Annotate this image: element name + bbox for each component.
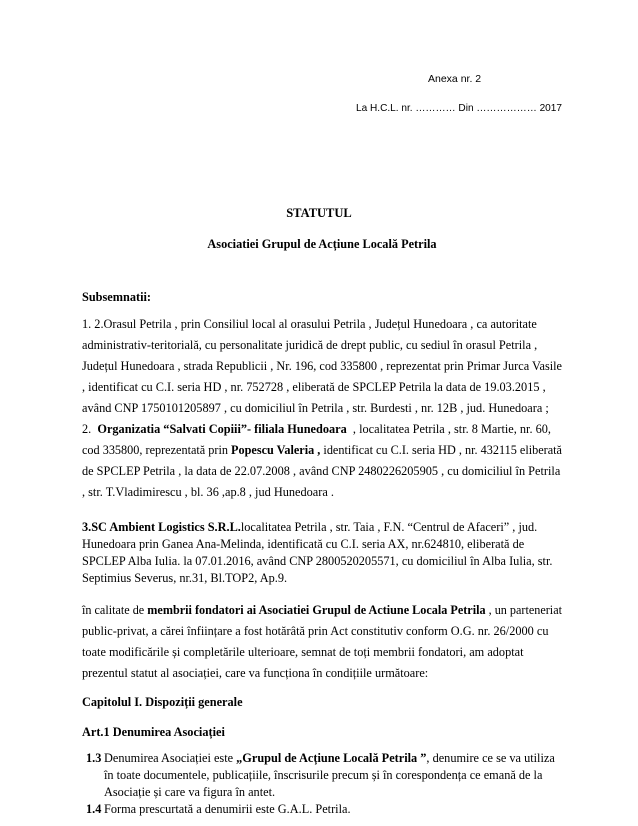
line-segment: în calitate de [82,603,145,617]
founders-bold-text: membrii fondatori ai Asociatiei Grupul de Actiune Locala Petrila [147,603,486,617]
paragraph-line: , str. T.Vladimirescu , bl. 36 ,ap.8 , jud Hunedoara . [82,485,334,499]
paragraph-line [82,521,537,533]
paragraph-line: administrativ-teritorială, cu personalitate juridică de drept public, cu sediul în orasul Petrila , [82,338,538,352]
hcl-reference: La H.C.L. nr. ………… Din ……………… 2017 [356,102,562,114]
paragraph-line [104,752,555,764]
paragraph-line: 1. 2.Orasul Petrila , prin Consiliul local al orasului Petrila , Județul Hunedoara , ca autoritate [82,317,537,331]
paragraph-line: Hunedoara prin Ganea Ana-Melinda, identificată cu C.I. seria AX, nr.624810, eliberată de [82,537,525,551]
annex-label: Anexa nr. 2 [428,73,482,85]
paragraph-line: Septimius Severus, nr.31, Bl.TOP2, Ap.9. [82,571,288,585]
line-segment: , denumire ce se va utiliza [426,751,555,765]
paragraph-line [82,423,551,435]
member-2-number: 2. [82,422,92,436]
member-2-representative: Popescu Valeria , [231,443,321,457]
item-number: 1.4 [86,802,102,816]
paragraph-line [82,444,562,456]
line-segment: Denumirea Asociației este [104,751,234,765]
document-title: STATUTUL [286,206,352,220]
paragraph-line: Asociație și care va figura în antet. [104,785,276,799]
member-3-company: 3.SC Ambient Logistics S.R.L. [82,520,241,534]
line-segment: , un parteneriat [488,603,562,617]
paragraph-line: Județul Hunedoara , strada Republicii , Nr. 196, cod 335800 , reprezentat prin Primar Jurca Vasile [82,359,563,373]
paragraph-line: de SPCLEP Petrila , la data de 22.07.2008 , având CNP 2480226205905 , cu domiciliul în Petrila [82,464,561,478]
line-segment: identificat cu C.I. seria HD , nr. 432115 eliberată [323,443,562,457]
paragraph-line: toate modificările și completările ulterioare, semnat de toți membrii fondatori, am adoptat [82,645,524,659]
paragraph-line: SPCLEP Alba Iulia. la 07.01.2016, având CNP 2800520205571, cu domiciliul în Alba Iulia, str. [82,554,553,568]
line-segment: localitatea Petrila , str. Taia , F.N. “Centrul de Afaceri” , jud. [240,520,538,534]
chapter-heading: Capitolul I. Dispoziții generale [82,695,243,709]
paragraph-line: prezentul statut al asociației, care va funcționa în condițiile următoare: [82,666,429,680]
paragraph-line [82,604,562,616]
line-segment: cod 335800, reprezentată prin [82,443,228,457]
paragraph-line: în toate documentele, publicațiile, înscrisurile precum și în corespondența ce emană de la [104,768,543,782]
paragraph-line: public-privat, a cărei înființare a fost hotărâtă prin Act constitutiv conform O.G. nr. 26/2000 cu [82,624,549,638]
member-2-address: , localitatea Petrila , str. 8 Martie, nr. 60, [352,422,551,436]
signatories-heading: Subsemnatii: [82,290,152,304]
item-number: 1.3 [86,751,102,765]
document-subtitle: Asociatiei Grupul de Acțiune Locală Petrila [207,237,437,251]
association-name: „Grupul de Acțiune Locală Petrila ” [236,751,427,765]
article-heading: Art.1 Denumirea Asociației [82,725,225,739]
paragraph-line: , identificat cu C.I. seria HD , nr. 752728 , eliberată de SPCLEP Petrila la data de 19.03.2015 , [82,380,546,394]
paragraph-line: Forma prescurtată a denumirii este G.A.L. Petrila. [104,802,351,816]
member-2-organization: Organizatia “Salvati Copiii”- filiala Hunedoara [97,422,347,436]
paragraph-line: având CNP 1750101205897 , cu domiciliul în Petrila , str. Burdesti , nr. 12B , jud. Hunedoara ; [82,401,549,415]
